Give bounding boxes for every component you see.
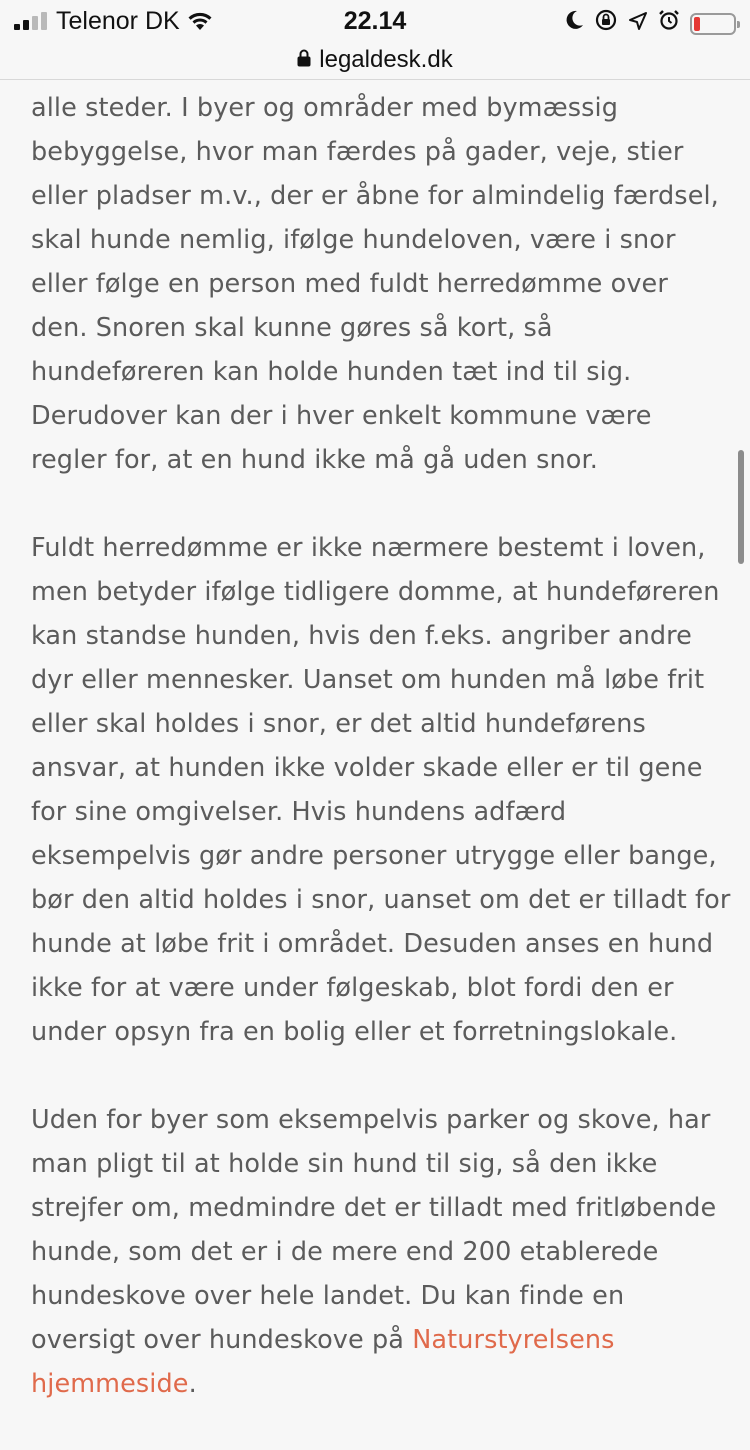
paragraph-end: .: [188, 1369, 197, 1399]
location-icon: [628, 9, 648, 38]
carrier-name: Telenor DK: [56, 7, 180, 35]
moon-icon: [564, 9, 584, 38]
status-bar: [0, 0, 750, 42]
article-body: [31, 86, 731, 1450]
naturstyrelsen-link[interactable]: Naturstyrelsens hjemmeside: [31, 1325, 615, 1399]
scrollbar[interactable]: [738, 450, 744, 564]
paragraph: alle steder. I byer og områder med bymæssig bebyggelse, hvor man færdes på gader, veje, stier eller pladser m.v., der er åbne for almindelig færdsel, skal hunde nemlig, ifølge hundeloven, være i snor eller følge en person med fuldt herredømme over den. Snoren skal kunne gøres så kort, så hundeføreren kan holde hunden tæt ind til sig. Derudover kan der i hver enkelt kommune være regler for, at en hund ikke må gå uden snor.: [31, 93, 719, 475]
paragraph: Fuldt herredømme er ikke nærmere bestemt i loven, men betyder ifølge tidligere domme, at hundeføreren kan standse hunden, hvis den f.eks. angriber andre dyr eller mennesker. Uanset om hunden må løbe frit eller skal holdes i snor, er det altid hundeførens ansvar, at hunden ikke volder skade eller er til gene for sine omgivelser. Hvis hundens adfærd eksempelvis gør andre personer utrygge eller bange, bør den altid holdes i snor, uanset om det er tilladt for hunde at løbe frit i området. Desuden anses en hund ikke for at være under følgeskab, blot fordi den er under opsyn fra en bolig eller et forretningslokale.: [31, 533, 731, 1047]
paragraph: [31, 1098, 731, 1406]
url-text[interactable]: legaldesk.dk: [319, 45, 453, 73]
battery-level: [694, 17, 700, 31]
alarm-icon: [658, 9, 680, 38]
battery-icon: [690, 13, 736, 35]
status-icons: [564, 8, 736, 39]
paragraph-text: Uden for byer som eksempelvis parker og skove, har man pligt til at holde sin hund til sig, så den ikke strejfer om, medmindre det er tilladt med fritløbende hunde, som det er i de mere end 200 etablerede hundeskove over hele landet. Du kan finde en oversigt over hundeskove på: [31, 1105, 717, 1355]
clock: 22.14: [343, 7, 407, 35]
clipped-previous-line: [31, 62, 731, 80]
rotation-lock-icon: [594, 8, 618, 39]
